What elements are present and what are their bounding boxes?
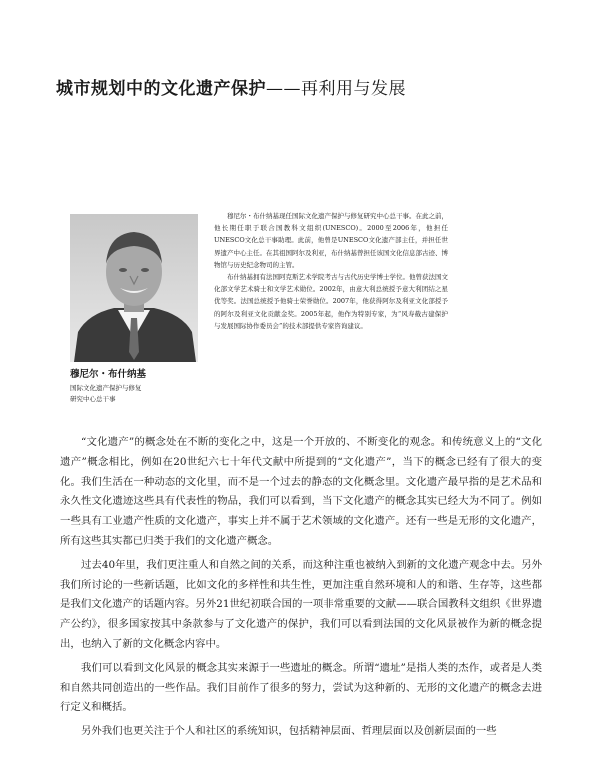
article-title-main: 城市规划中的文化遗产保护 bbox=[56, 79, 266, 99]
author-name: 穆尼尔・布什纳基 bbox=[70, 369, 147, 380]
body-paragraph: 过去40年里，我们更注重人和自然之间的关系，而这种注重也被纳入到新的文化遗产观念中去。另外我们所讨论的一些新话题，比如文化的多样性和共生性，更加注重自然环境和人的和谐、生存等，这些都是我们文化遗产的话题内容。另外21世纪初联合国的一项非常重要的文献——联合国教科文组织《世界遗产公约》，很多国家按其中条款参与了文化遗产的保护，我们可以看到法国的文化风景被作为新的概念提出，也纳入了新的文化概念内容中。 bbox=[60, 558, 542, 650]
body-paragraph: 另外我们也更关注于个人和社区的系统知识，包括精神层面、哲理层面以及创新层面的一些 bbox=[81, 725, 497, 738]
article-title bbox=[56, 74, 576, 99]
article-body bbox=[60, 433, 542, 746]
author-bio bbox=[214, 210, 448, 332]
bio-paragraph: 穆尼尔・布什纳基现任国际文化遗产保护与修复研究中心总干事。在此之前，他长期任职于联合国教科文组织(UNESCO)。2000至2006年，他担任UNESCO文化总干事助理。此前，他曾是UNESCO文化遗产部主任，并担任世界遗产中心主任。在其祖国阿尔及利亚，布什纳基曾担任该国文化信息部古迹、博物馆与历史纪念物司的主管。 bbox=[214, 212, 448, 269]
author-portrait-image bbox=[70, 214, 198, 362]
article-title-sub: ——再利用与发展 bbox=[266, 79, 406, 99]
body-paragraph: “文化遗产”的概念处在不断的变化之中，这是一个开放的、不断变化的观念。和传统意义上的“文化遗产”概念相比，例如在20世纪六七十年代文献中所提到的“文化遗产”，当下的概念已经有了很大的变化。我们生活在一种动态的文化里，而不是一个过去的静态的文化概念里。文化遗产最早指的是艺术品和永久性文化遗迹这些具有代表性的物品，我们可以看到，当下文化遗产的概念其实已经大为不同了。例如一些具有工业遗产性质的文化遗产，事实上并不属于艺术领域的文化遗产。还有一些是无形的文化遗产，所有这些其实都已归类于我们的文化遗产概念。 bbox=[60, 436, 542, 547]
author-photo bbox=[70, 214, 198, 362]
bio-paragraph: 布什纳基拥有法国阿克斯艺术学院考古与古代历史学博士学位。他曾获法国文化部文学艺术骑士和文学艺术勋位。2002年，由意大利总统授予意大利团结之星优等奖。法国总统授予他骑士荣誉勋位。2007年，他获得阿尔及利亚文化部授予的阿尔及利亚文化贡献金奖。2005年起，他作为特别专家，为“风寿截古建保护与发展国际协作委员会”的技术部提供专家咨询建议。 bbox=[214, 273, 448, 330]
author-role-line: 研究中心总干事 bbox=[70, 395, 116, 403]
author-role-line: 国际文化遗产保护与修复 bbox=[70, 384, 142, 392]
author-caption bbox=[70, 366, 220, 405]
body-paragraph: 我们可以看到文化风景的概念其实来源于一些遗址的概念。所谓“遗址”是指人类的杰作，或者是人类和自然共同创造出的一些作品。我们目前作了很多的努力，尝试为这种新的、无形的文化遗产的概念去进行定义和概括。 bbox=[60, 661, 542, 714]
